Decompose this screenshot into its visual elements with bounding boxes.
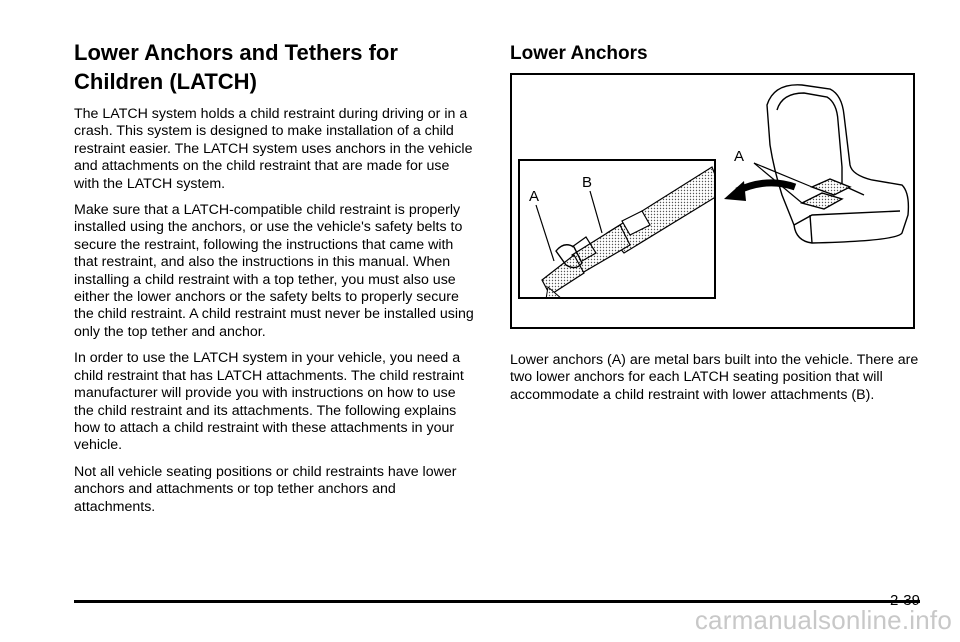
arrow-head-icon — [724, 181, 746, 201]
page-number: 2-39 — [889, 592, 920, 609]
paragraph-1: The LATCH system holds a child restraint during driving or in a crash. This system is designed to make installation of a child restraint easier. The LATCH system uses anchors in the vehicle and attachments on the child restraint that are made for use with the LATCH system. — [74, 106, 473, 192]
figure-caption — [510, 352, 920, 413]
footer-rule — [74, 600, 920, 603]
vehicle-seat-drawing — [767, 85, 908, 243]
seat-anchor-label: A — [734, 148, 745, 165]
inset-anchor-label: A — [529, 188, 540, 205]
lower-anchors-illustration — [510, 73, 915, 329]
section-heading: Lower Anchors — [510, 43, 648, 64]
caption-text: Lower anchors (A) are metal bars built into the vehicle. There are two lower anchors for each LATCH seating position that will accommodate a child restraint with lower attachments (B). — [510, 352, 919, 403]
paragraph-2: Make sure that a LATCH-compatible child restraint is properly installed using the anchors, or use the vehicle's safety belts to secure the restraint, following the instructions that came with that restraint, and also the instructions in this manual. When installing a child restraint with a top tether, you must also use either the lower anchors or the safety belts to properly secure the child restraint. A child restraint must never be installed using only the top tether and anchor. — [74, 202, 474, 340]
watermark: carmanualsonline.info — [694, 605, 952, 635]
left-column — [74, 38, 474, 525]
page-title: Lower Anchors and Tethers for Children (LATCH) — [74, 40, 398, 94]
paragraph-4: Not all vehicle seating positions or child restraints have lower anchors and attachments or top tether anchors and attachments. — [74, 463, 457, 515]
paragraph-3: In order to use the LATCH system in your vehicle, you need a child restraint that has LATCH attachments. The child restraint manufacturer will provide you with instructions on how to use the child restraint and its attachments. The following explains how to attach a child restraint with these attachments in your vehicle. — [74, 350, 464, 454]
inset-attachment-label: B — [582, 174, 593, 191]
illustration-svg — [512, 75, 913, 327]
